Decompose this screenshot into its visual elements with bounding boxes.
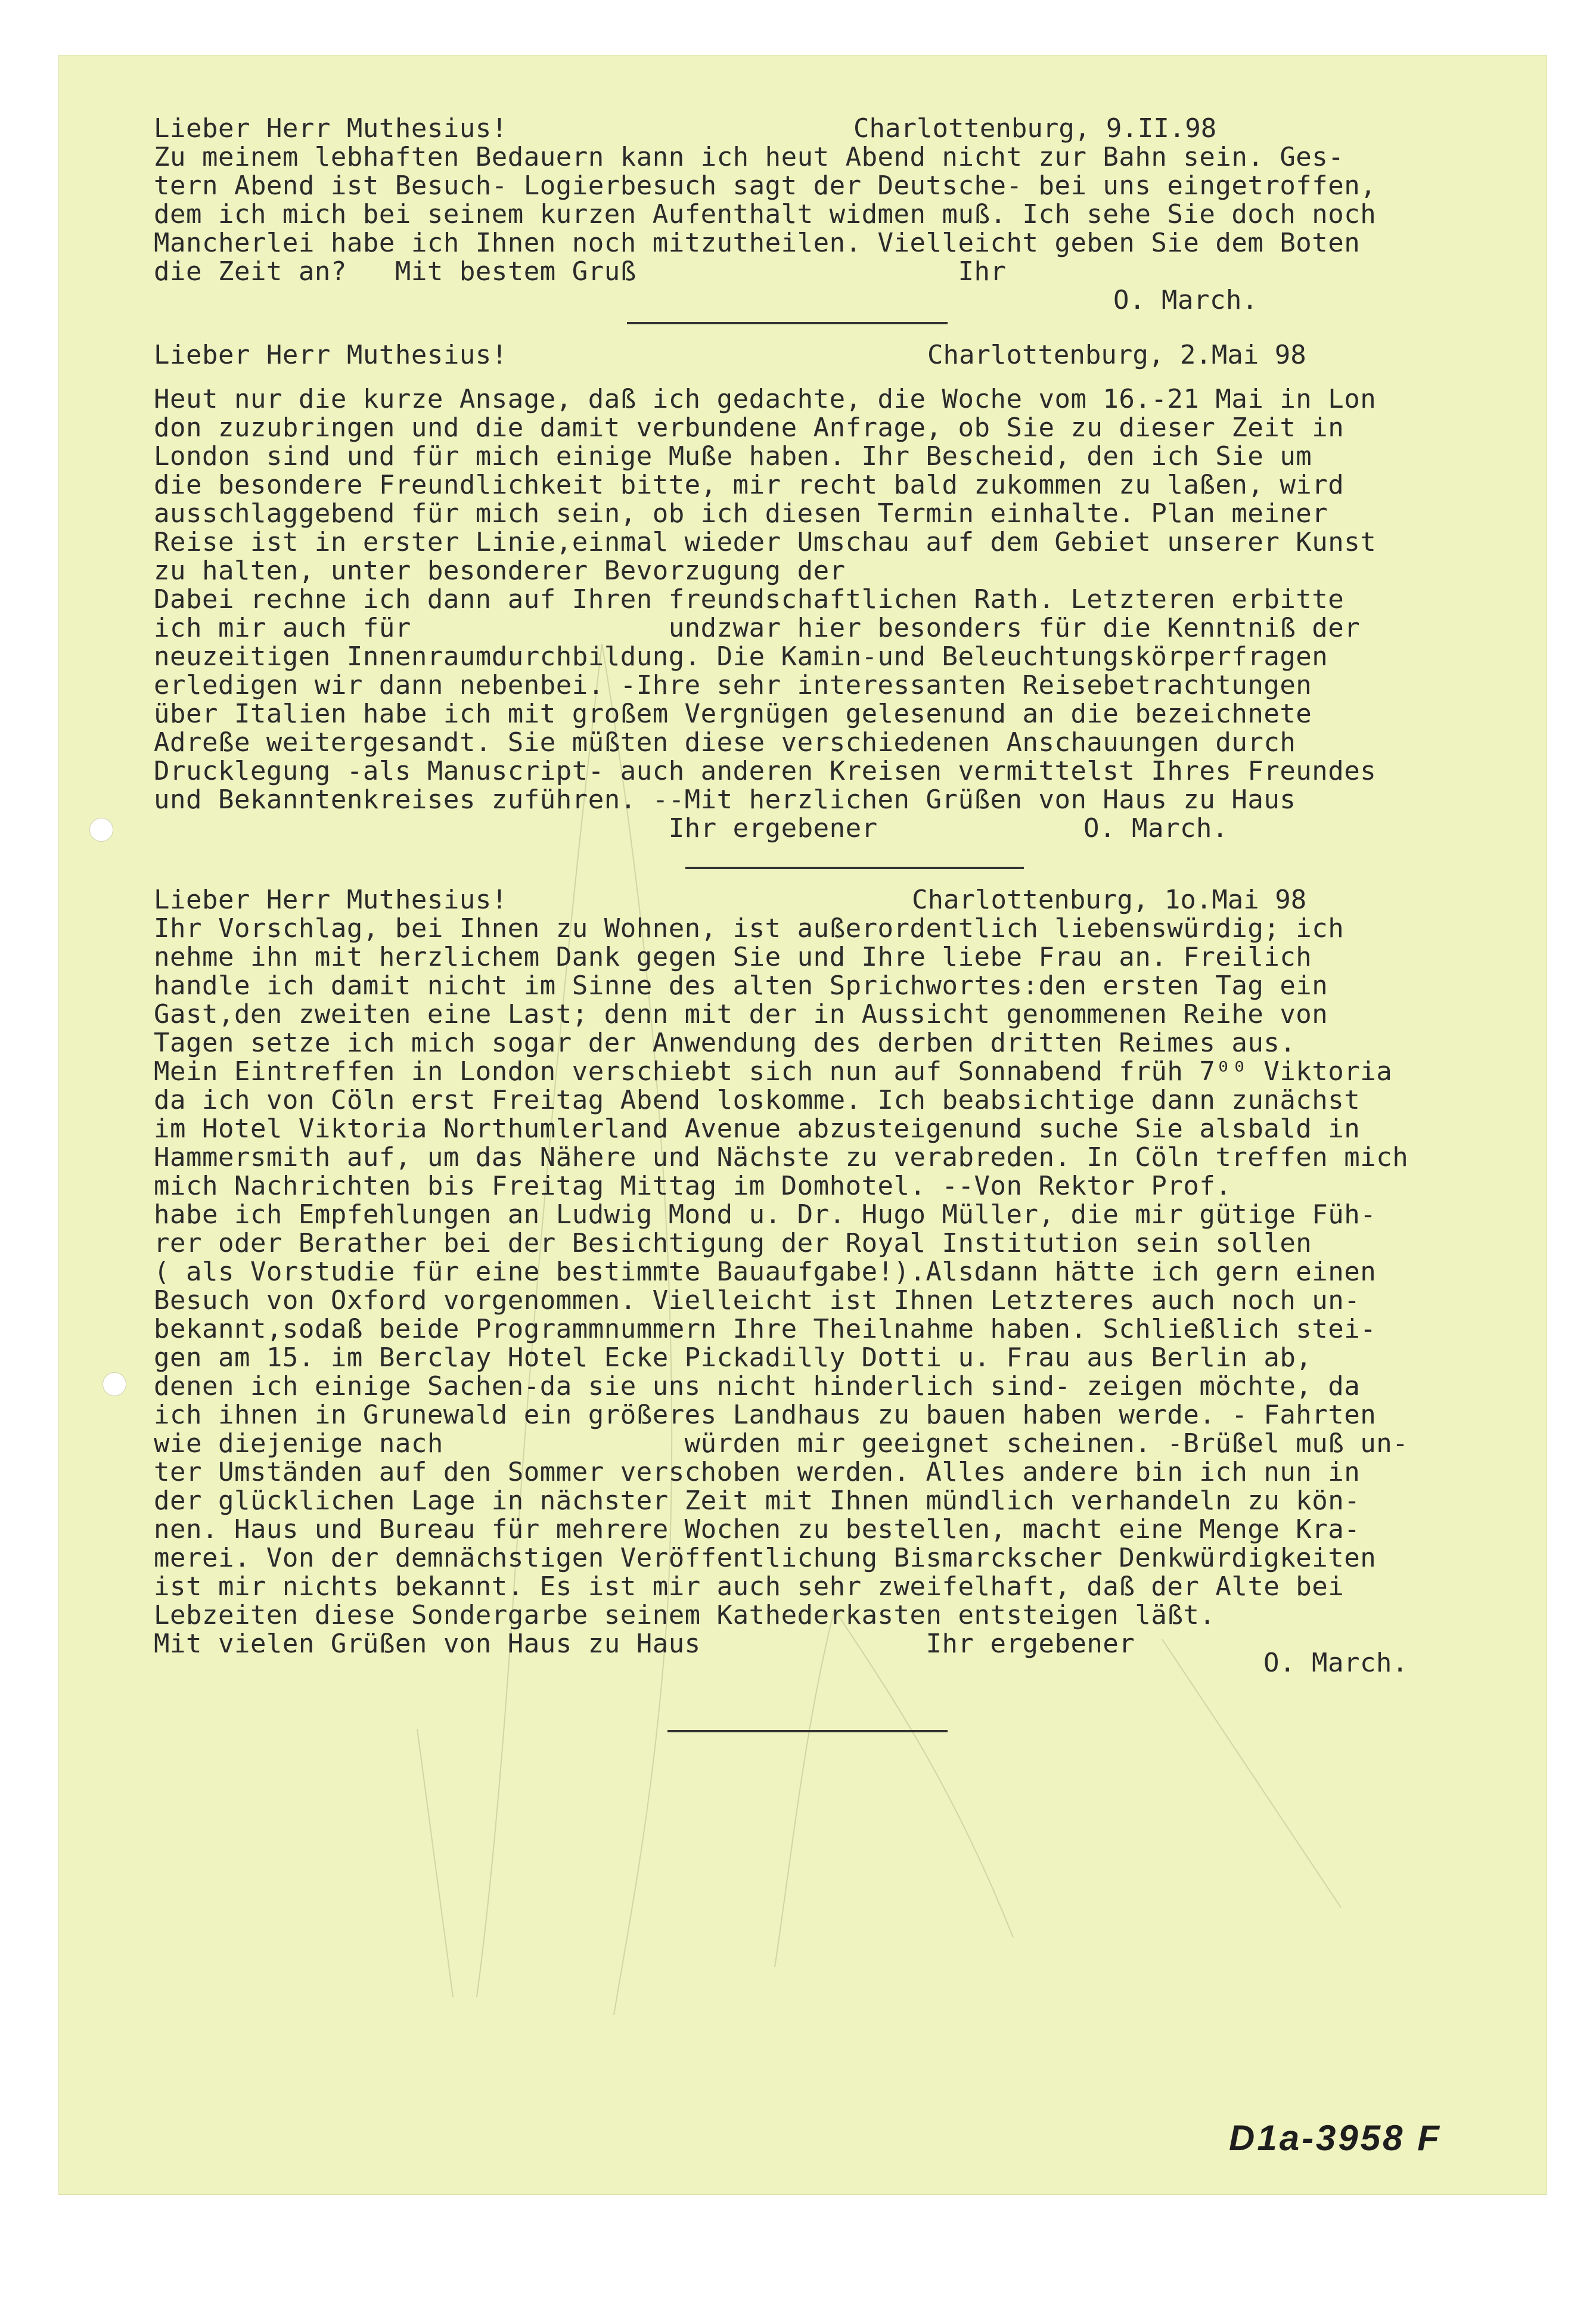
letter-3-date: Charlottenburg, 1o.Mai 98 xyxy=(912,885,1307,915)
letter-1-divider xyxy=(627,322,948,324)
letter-2-date: Charlottenburg, 2.Mai 98 xyxy=(927,340,1306,370)
letter-1-greeting: Lieber Herr Muthesius! xyxy=(154,113,508,144)
letter-2-line-4: die besondere Freundlichkeit bitte, mir recht bald zukommen zu laßen, wird xyxy=(154,470,1345,500)
letter-1-line-5: die Zeit an? Mit bestem Gruß Ihr xyxy=(154,256,1007,287)
letter-2-line-14: Drucklegung -als Manuscript- auch anderen Kreisen vermittelst Ihres Freundes xyxy=(154,756,1377,786)
letter-3-line-6: Mein Eintreffen in London verschiebt sich nun auf Sonnabend früh 7⁰⁰ Viktoria xyxy=(154,1056,1393,1087)
letter-3-line-25: Lebzeiten diese Sondergarbe seinem Kathederkasten entsteigen läßt. xyxy=(154,1600,1216,1630)
letter-3-line-2: nehme ihn mit herzlichem Dank gegen Sie und Ihre liebe Frau an. Freilich xyxy=(154,942,1312,972)
letter-1-signature: O. March. xyxy=(1113,285,1258,315)
letter-2-line-16: Ihr ergebener xyxy=(154,813,878,844)
letter-3-line-3: handle ich damit nicht im Sinne des alten Sprichwortes:den ersten Tag ein xyxy=(154,970,1328,1001)
letter-2-line-11: erledigen wir dann nebenbei. -Ihre sehr interessanten Reisebetrachtungen xyxy=(154,670,1312,700)
letter-3-line-15: bekannt,sodaß beide Programmnummern Ihre Theilnahme haben. Schließlich stei- xyxy=(154,1314,1377,1344)
letter-3-signature: O. March. xyxy=(1263,1648,1408,1678)
letter-3-line-12: rer oder Berather bei der Besichtigung der Royal Institution sein sollen xyxy=(154,1228,1312,1258)
archive-number: D1a-3958 F xyxy=(1229,2118,1442,2158)
letter-2-line-12: über Italien habe ich mit großem Vergnügen gelesenund an die bezeichnete xyxy=(154,699,1312,729)
letter-2-line-15: und Bekanntenkreises zuführen. --Mit herzlichen Grüßen von Haus zu Haus xyxy=(154,784,1296,815)
letter-2-line-13: Adreße weitergesandt. Sie müßten diese verschiedenen Anschauungen durch xyxy=(154,727,1296,758)
letter-3-line-4: Gast,den zweiten eine Last; denn mit der in Aussicht genommenen Reihe von xyxy=(154,999,1328,1029)
letter-3-line-23: merei. Von der demnächstigen Veröffentlichung Bismarckscher Denkwürdigkeiten xyxy=(154,1543,1377,1573)
letter-3-line-18: ich ihnen in Grunewald ein größeres Landhaus zu bauen haben werde. - Fahrten xyxy=(154,1400,1377,1430)
letter-1-line-1: Zu meinem lebhaften Bedauern kann ich heut Abend nicht zur Bahn sein. Ges- xyxy=(154,142,1345,172)
letter-3-line-16: gen am 15. im Berclay Hotel Ecke Pickadilly Dotti u. Frau aus Berlin ab, xyxy=(154,1342,1312,1373)
letter-3-line-13: ( als Vorstudie für eine bestimmte Bauaufgabe!).Alsdann hätte ich gern einen xyxy=(154,1257,1377,1287)
letter-2-signature: O. March. xyxy=(1083,813,1228,844)
letter-3-line-26: Mit vielen Grüßen von Haus zu Haus Ihr ergebener xyxy=(154,1629,1135,1659)
letter-3-line-24: ist mir nichts bekannt. Es ist mir auch sehr zweifelhaft, daß der Alte bei xyxy=(154,1571,1345,1602)
letter-2-line-8: Dabei rechne ich dann auf Ihren freundschaftlichen Rath. Letzteren erbitte xyxy=(154,584,1345,615)
letter-3-greeting: Lieber Herr Muthesius! xyxy=(154,885,508,915)
letter-3-line-17: denen ich einige Sachen-da sie uns nicht hinderlich sind- zeigen möchte, da xyxy=(154,1371,1361,1401)
letter-3-line-10: mich Nachrichten bis Freitag Mittag im Domhotel. --Von Rektor Prof. xyxy=(154,1171,1232,1201)
letter-2-line-7: zu halten, unter besonderer Bevorzugung der xyxy=(154,556,846,586)
letter-3-line-5: Tagen setze ich mich sogar der Anwendung des derben dritten Reimes aus. xyxy=(154,1028,1296,1058)
letter-2-line-6: Reise ist in erster Linie,einmal wieder Umschau auf dem Gebiet unserer Kunst xyxy=(154,527,1377,557)
letter-1-line-2: tern Abend ist Besuch- Logierbesuch sagt der Deutsche- bei uns eingetroffen, xyxy=(154,170,1377,201)
letter-2-line-3: London sind und für mich einige Muße haben. Ihr Bescheid, den ich Sie um xyxy=(154,441,1312,472)
letter-3-line-7: da ich von Cöln erst Freitag Abend loskomme. Ich beabsichtige dann zunächst xyxy=(154,1085,1361,1115)
letter-3-line-19: wie diejenige nach würden mir geeignet scheinen. -Brüßel muß un- xyxy=(154,1428,1409,1459)
letter-1-line-4: Mancherlei habe ich Ihnen noch mitzutheilen. Vielleicht geben Sie dem Boten xyxy=(154,228,1361,258)
letter-1-line-3: dem ich mich bei seinem kurzen Aufenthalt widmen muß. Ich sehe Sie doch noch xyxy=(154,199,1377,230)
letter-3-line-9: Hammersmith auf, um das Nähere und Nächste zu verabreden. In Cöln treffen mich xyxy=(154,1142,1409,1173)
letter-2-line-10: neuzeitigen Innenraumdurchbildung. Die Kamin-und Beleuchtungskörperfragen xyxy=(154,641,1328,672)
letter-2-line-1: Heut nur die kurze Ansage, daß ich gedachte, die Woche vom 16.-21 Mai in Lon xyxy=(154,384,1377,414)
letter-3-line-11: habe ich Empfehlungen an Ludwig Mond u. Dr. Hugo Müller, die mir gütige Füh- xyxy=(154,1199,1377,1230)
letter-3-divider xyxy=(667,1730,948,1732)
letter-3-line-21: der glücklichen Lage in nächster Zeit mit Ihnen mündlich verhandeln zu kön- xyxy=(154,1486,1361,1516)
letter-3-line-20: ter Umständen auf den Sommer verschoben werden. Alles andere bin ich nun in xyxy=(154,1457,1361,1487)
letter-2-line-2: don zuzubringen und die damit verbundene Anfrage, ob Sie zu dieser Zeit in xyxy=(154,413,1345,443)
letter-3-line-22: nen. Haus und Bureau für mehrere Wochen zu bestellen, macht eine Menge Kra- xyxy=(154,1514,1361,1545)
letter-2-line-5: ausschlaggebend für mich sein, ob ich diesen Termin einhalte. Plan meiner xyxy=(154,498,1328,529)
letter-3-line-1: Ihr Vorschlag, bei Ihnen zu Wohnen, ist außerordentlich liebenswürdig; ich xyxy=(154,913,1345,944)
letter-2-divider xyxy=(685,867,1024,869)
letter-3-line-14: Besuch von Oxford vorgenommen. Vielleicht ist Ihnen Letzteres auch noch un- xyxy=(154,1285,1361,1316)
letter-2-line-9: ich mir auch für undzwar hier besonders für die Kenntniß der xyxy=(154,613,1361,643)
letter-2-greeting: Lieber Herr Muthesius! xyxy=(154,340,508,370)
letter-1-date: Charlottenburg, 9.II.98 xyxy=(853,113,1217,144)
letter-3-line-8: im Hotel Viktoria Northumlerland Avenue abzusteigenund suche Sie alsbald in xyxy=(154,1114,1361,1144)
